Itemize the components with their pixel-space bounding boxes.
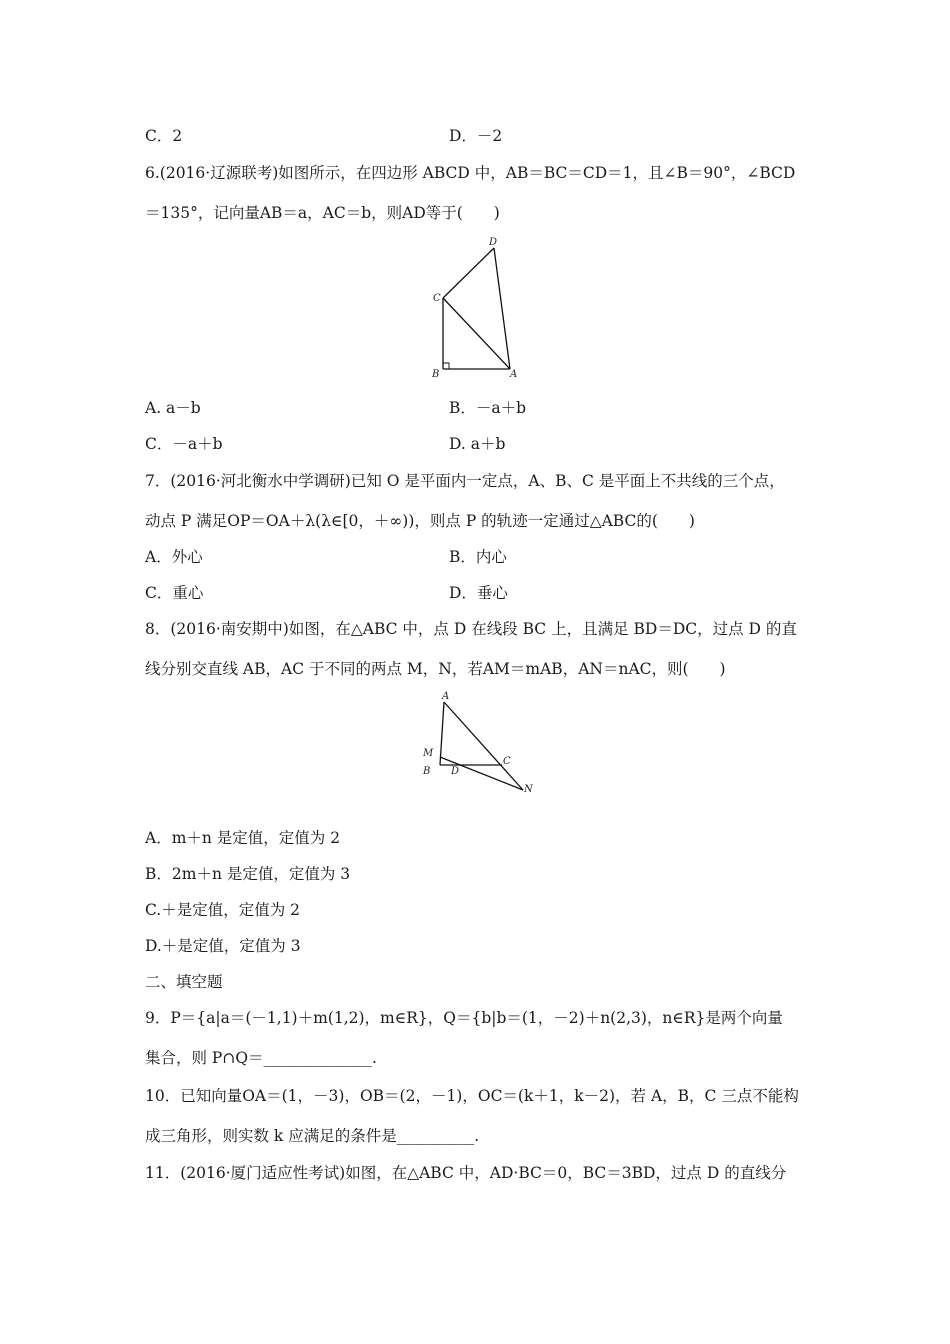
q8-option-b: B．2m＋n 是定值，定值为 3 (145, 865, 351, 883)
right-angle-mark (443, 363, 449, 369)
q8-option-a: A．m＋n 是定值，定值为 2 (145, 829, 341, 847)
label-a: A (442, 691, 450, 702)
q8-triangle-figure (415, 688, 540, 798)
q7-stem-line2: 动点 P 满足OP＝OA＋λ(λ∈[0，＋∞))，则点 P 的轨迹一定通过△ABC的( ) (145, 512, 695, 530)
segment-da (494, 248, 510, 369)
q6-stem-line1: 6.(2016·辽源联考)如图所示，在四边形 ABCD 中，AB＝BC＝CD＝1，且∠B＝90°，∠BCD (145, 164, 796, 182)
segment-ab (440, 702, 444, 765)
q6-quadrilateral-figure (425, 232, 525, 382)
label-b: B (423, 766, 431, 777)
label-d: D (489, 237, 498, 248)
segment-cd (443, 248, 494, 298)
label-c: C (503, 756, 511, 767)
label-b: B (432, 369, 440, 380)
q5-option-c: C．2 (145, 127, 183, 145)
q8-stem-line2: 线分别交直线 AB，AC 于不同的两点 M，N，若AM＝mAB，AN＝nAC，则( ) (145, 660, 726, 678)
q7-option-c: C．重心 (145, 584, 204, 602)
label-n: N (524, 784, 533, 795)
q11-stem-line1: 11．(2016·厦门适应性考试)如图，在△ABC 中，AD·BC＝0，BC＝3BD，过点 D 的直线分 (145, 1164, 787, 1182)
q7-option-d: D．垂心 (449, 584, 508, 602)
q9-stem-line1: 9．P＝{a|a＝(－1,1)＋m(1,2)，m∈R}，Q＝{b|b＝(1，－2)＋n(2,3)，n∈R}是两个向量 (145, 1009, 783, 1027)
segment-ca (443, 298, 510, 369)
q8-option-c: C.＋是定值，定值为 2 (145, 901, 301, 919)
q6-option-a: A. a－b (145, 399, 201, 417)
q6-option-c: C．－a＋b (145, 435, 223, 453)
label-m: M (423, 748, 434, 759)
q7-option-a: A．外心 (145, 548, 203, 566)
q8-stem-line1: 8．(2016·南安期中)如图，在△ABC 中，点 D 在线段 BC 上，且满足 BD＝DC，过点 D 的直 (145, 620, 797, 638)
section-heading: 二、填空题 (145, 973, 223, 991)
label-a: A (510, 369, 518, 380)
q10-stem-line1: 10．已知向量OA＝(1，－3)，OB＝(2，－1)，OC＝(k＋1，k－2)，若 A，B，C 三点不能构 (145, 1087, 799, 1105)
q6-stem-line2: ＝135°，记向量AB＝a，AC＝b，则AD等于( ) (145, 204, 500, 222)
q10-stem-line2: 成三角形，则实数 k 应满足的条件是__________. (145, 1127, 480, 1145)
q7-option-b: B．内心 (449, 548, 507, 566)
q6-option-d: D. a＋b (449, 435, 506, 453)
q7-stem-line1: 7．(2016·河北衡水中学调研)已知 O 是平面内一定点，A、B、C 是平面上不共线的三个点， (145, 472, 785, 490)
label-d: D (451, 766, 460, 777)
q9-stem-line2: 集合，则 P∩Q＝______________. (145, 1049, 377, 1067)
label-c: C (433, 293, 441, 304)
q5-option-d: D．－2 (449, 127, 503, 145)
q6-option-b: B．－a＋b (449, 399, 527, 417)
q8-option-d: D.＋是定值，定值为 3 (145, 937, 301, 955)
